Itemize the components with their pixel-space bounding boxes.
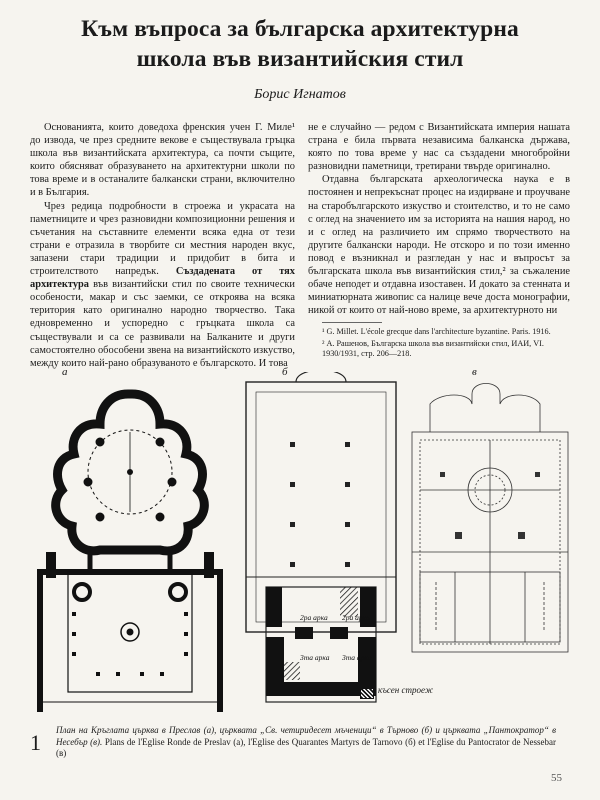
- paragraph: Отдавна българската археологическа наука е в постоянен и непрекъснат процес на издирване и проучване на старобългарското изкуство и стоителство, и то не само с оглед на значението им за историята на нашия народ, но и с оглед на различието им спрямо творчеството на другите балкански народи. Не отскоро и по този именно повод е възникнал и разгледан у нас и въпросът за българската школа във византийския стил,² за съжаление обаче неподет и отдавна изоставен. И докато за стенната и миниатюрната живопис са налице вече доста монографии, никой от които от най-ново време, за архитектурното ни: [308, 174, 570, 317]
- caption-french: Plans de l'Eglise Ronde de Preslav (a), l'Eglise des Quarantes Martyrs de Tarnovo (б) et l'Eglise du Pantocrator de Nessebar (в): [56, 736, 556, 758]
- arch-label: 2ра арка: [300, 613, 328, 622]
- page-number: 55: [551, 772, 562, 784]
- plan-label-a: а: [62, 366, 68, 378]
- paragraph: Основанията, които доведоха френския учен Г. Миле¹ до извода, че през средните векове е съществувала гръцка школа във византийската архитектура, са почти същите, които обясняват образуването на архитектурни школи по това време и в останалите балкански страни, включително и в България.: [30, 122, 295, 199]
- footnotes: [322, 322, 570, 361]
- plan-round-church-preslav: [40, 394, 220, 712]
- author-name: Борис Игнатов: [254, 87, 346, 102]
- legend-text: късен строеж: [378, 685, 434, 695]
- plan-pantocrator-nessebar: [412, 384, 568, 653]
- figure-caption: [56, 725, 556, 760]
- legend-hatch-swatch: [360, 688, 374, 699]
- footnote-rule: [322, 322, 382, 323]
- arch-label: 2ра арка: [342, 613, 370, 622]
- footnote: ¹ G. Millet. L'école grecque dans l'architecture byzantine. Paris. 1916.: [322, 327, 551, 336]
- emphasized-phrase: Създадената от тях архитектура: [30, 266, 295, 291]
- paragraph: не е случайно — редом с Византийската империя нашата страна е била първата независима балканска държава, която по това време у нас са създадени многобройни разновидни паметници, третирани твърде оригинално.: [308, 122, 570, 173]
- caption-bulgarian: План на Кръглата църква в Преслав (а), църквата „Св. четиридесет мъченици“ в Търново (б) и църквата „Пантократор“ в Несебър (в).: [56, 725, 556, 747]
- architectural-plans: [0, 372, 600, 712]
- plan-label-c: в: [472, 366, 477, 378]
- figure-number: 1: [30, 730, 41, 755]
- title-line-1: Към въпроса за българска архитектурна: [81, 16, 519, 42]
- plan-label-b: б: [282, 366, 288, 378]
- title-line-2: школа във византийския стил: [136, 46, 464, 72]
- arch-label: 3та арка: [342, 653, 372, 662]
- article-title: [40, 14, 560, 74]
- right-column: [308, 121, 570, 317]
- arch-label: 3та арка: [300, 653, 330, 662]
- footnote: ² А. Рашенов, Българска школа във византийски стил, ИАИ, VI. 1930/1931, стр. 206—218.: [322, 338, 544, 358]
- left-column: [30, 121, 295, 370]
- paragraph: Чрез редица подробности в строежа и украсата на паметниците и чрез разновидни композиционни решения и съчетания на съставните елементи всяка една от тези страни е отразила в творбите си местния народен вкус, запазени стари традиции и придобит в бита и строителството напредък. Създадената от тях архитектура във византийски стил по своите технически особености, макар и със заемки, се откроява на всяка територия като оригинално народно творчество. Така едновременно и успоредно с гръцката школа са съществували и са се развивали на Балканите и други самостоятелно обособени звена на византийското изкуство, между които най-рано образуваното е българското. И това: [30, 200, 295, 369]
